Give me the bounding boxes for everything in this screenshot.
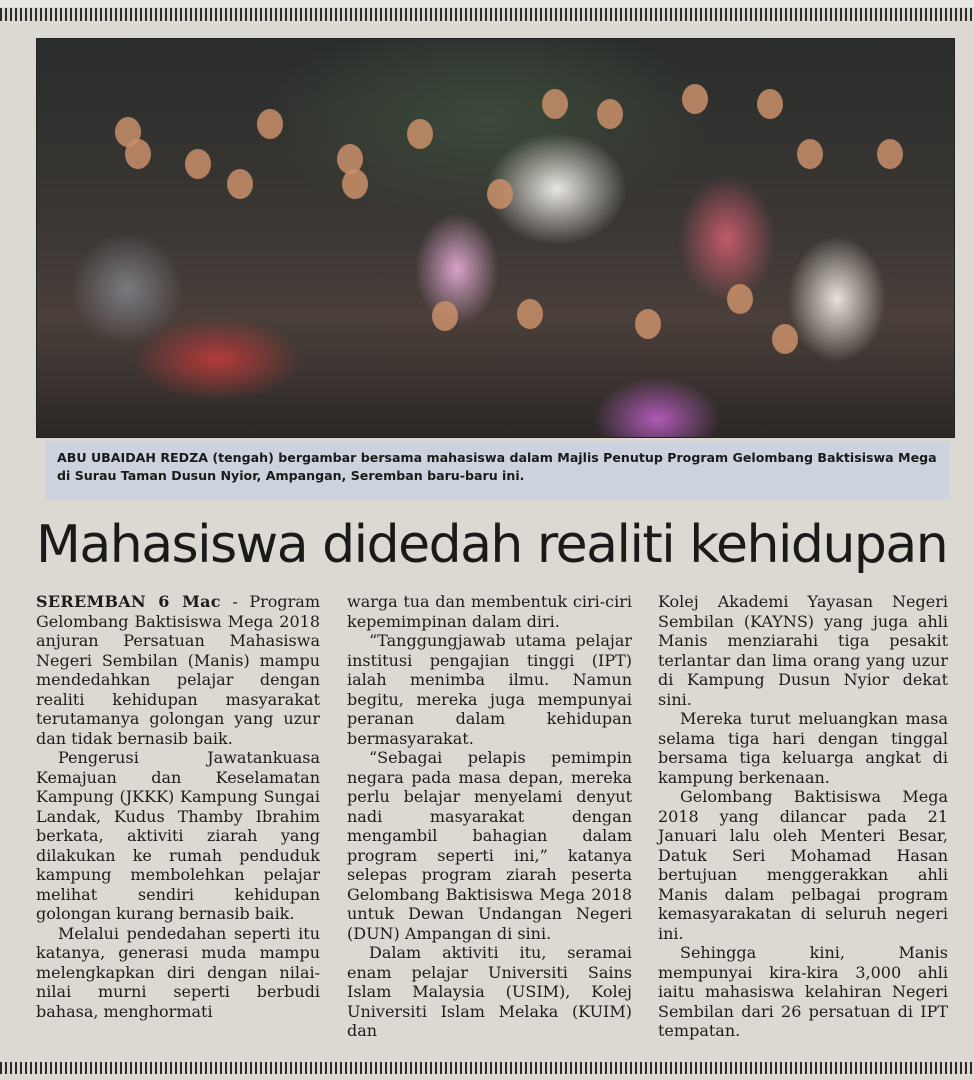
face-shape: [125, 139, 151, 169]
face-shape: [227, 169, 253, 199]
face-shape: [635, 309, 661, 339]
face-shape: [342, 169, 368, 199]
bottom-barcode-strip: [0, 1062, 974, 1074]
paragraph: Gelombang Baktisiswa Mega 2018 yang dilancar pada 21 Januari lalu oleh Menteri Besar, Datuk Seri Mohamad Hasan bertujuan menggerakkan ahli Manis dalam pelbagai program kemasyarakatan di seluruh negeri ini.: [658, 787, 948, 943]
paragraph: Melalui pendedahan seperti itu katanya, generasi muda mampu melengkapkan diri dengan nilai-nilai murni seperti berbudi bahasa, menghormati: [36, 923, 320, 1021]
photo-caption: [45, 441, 950, 499]
face-shape: [407, 119, 433, 149]
face-shape: [757, 89, 783, 119]
dateline: SEREMBAN 6 Mac: [36, 592, 221, 611]
article-column-2: [347, 592, 632, 1054]
paragraph: Kolej Akademi Yayasan Negeri Sembilan (KAYNS) yang juga ahli Manis menziarahi tiga pesakit terlantar dan lima orang yang uzur di Kampung Dusun Nyior dekat sini.: [658, 592, 948, 709]
face-shape: [487, 179, 513, 209]
face-shape: [797, 139, 823, 169]
top-barcode-strip: [0, 8, 974, 21]
caption-text: ABU UBAIDAH REDZA (tengah) bergambar bersama mahasiswa dalam Majlis Penutup Program Gelombang Baktisiswa Mega di Surau Taman Dusun Nyior, Ampangan, Seremban baru-baru ini.: [57, 450, 937, 483]
paragraph: Sehingga kini, Manis mempunyai kira-kira 3,000 ahli iaitu mahasiswa kelahiran Negeri Sembilan dari 26 persatuan di IPT tempatan.: [658, 943, 948, 1040]
paragraph: Pengerusi Jawatankuasa Kemajuan dan Keselamatan Kampung (JKKK) Kampung Sungai Landak, Kudus Thamby Ibrahim berkata, aktiviti ziarah yang dilakukan ke rumah penduduk kampung membolehkan pelajar melihat sendiri kehidupan golongan kurang bernasib baik.: [36, 748, 320, 923]
paragraph: Mereka turut meluangkan masa selama tiga hari dengan tinggal bersama tiga keluarga angkat di kampung berkenaan.: [658, 709, 948, 787]
paragraph: warga tua dan membentuk ciri-ciri kepemimpinan dalam diri.: [347, 592, 632, 631]
face-shape: [542, 89, 568, 119]
face-shape: [257, 109, 283, 139]
face-shape: [682, 84, 708, 114]
paragraph: “Sebagai pelapis pemimpin negara pada masa depan, mereka perlu belajar menyelami denyut nadi masyarakat dengan mengambil bahagian dalam program seperti ini,” katanya selepas program ziarah peserta Gelombang Baktisiswa Mega 2018 untuk Dewan Undangan Negeri (DUN) Ampangan di sini.: [347, 748, 632, 943]
face-shape: [772, 324, 798, 354]
paragraph: [36, 592, 320, 748]
paragraph: “Tanggungjawab utama pelajar institusi pengajian tinggi (IPT) ialah menimba ilmu. Namun begitu, mereka juga mempunyai peranan dalam kehidupan bermasyarakat.: [347, 631, 632, 748]
face-shape: [597, 99, 623, 129]
paragraph: Dalam aktiviti itu, seramai enam pelajar Universiti Sains Islam Malaysia (USIM), Kolej Universiti Islam Melaka (KUIM) dan: [347, 943, 632, 1040]
headline: Mahasiswa didedah realiti kehidupan: [36, 515, 948, 575]
page-top-band: [0, 0, 974, 7]
face-shape: [185, 149, 211, 179]
face-shape: [517, 299, 543, 329]
face-shape: [432, 301, 458, 331]
article-column-3: [658, 592, 948, 1054]
face-shape: [877, 139, 903, 169]
group-photo: [36, 38, 955, 438]
article-column-1: [36, 592, 320, 1054]
face-shape: [727, 284, 753, 314]
paragraph-text: - Program Gelombang Baktisiswa Mega 2018 anjuran Persatuan Mahasiswa Negeri Sembilan (Manis) mampu mendedahkan pelajar dengan realiti kehidupan masyarakat terutamanya golongan yang uzur dan tidak bernasib baik.: [36, 592, 320, 748]
